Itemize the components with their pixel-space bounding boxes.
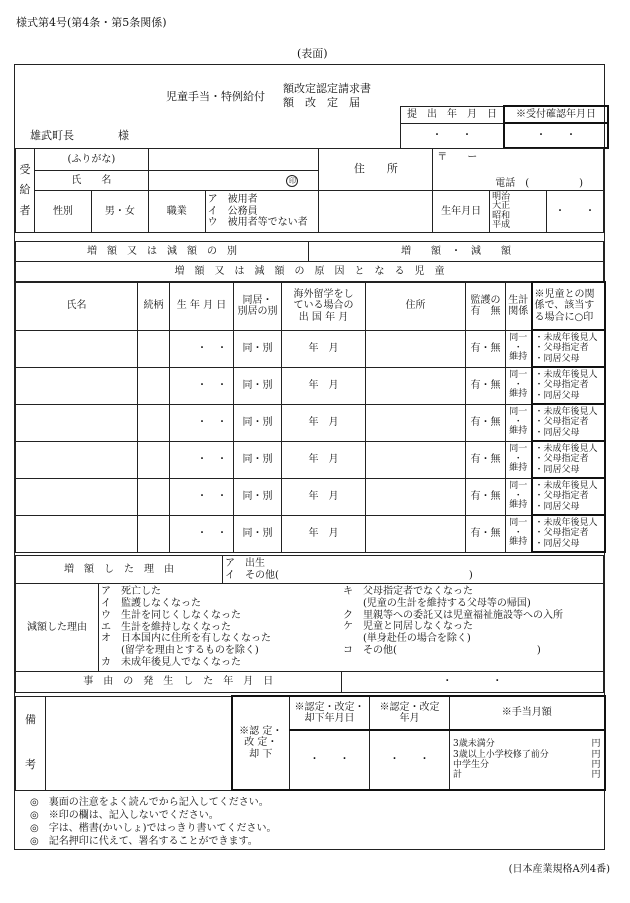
gender-field[interactable]: 男・女 — [91, 191, 148, 233]
child-relation-field[interactable] — [138, 330, 170, 367]
footer-spec: (日本産業規格A列4番) — [508, 864, 610, 875]
child-abroad-field[interactable]: 年 月 — [282, 330, 366, 367]
era-options[interactable]: 明治 大正 昭和 平成 — [490, 191, 547, 233]
child-note-field: ・未成年後見人 ・父母指定者 ・同居父母 — [532, 330, 605, 367]
decrease-reasons-right[interactable]: キ 父母指定者でなくなった (児童の生計を維持する父母等の帰国) ク 里親等への委託又は児童福祉施設等への入所 ケ 児童と同居しなくなった (単身赴任の場合を除く) コ その他( ) — [341, 584, 604, 672]
child-birth-field[interactable]: ・ ・ — [170, 515, 234, 552]
date-table — [400, 105, 609, 149]
claimant-side-label: 受 給 者 — [16, 149, 35, 233]
addressee: 雄武町長 様 — [30, 129, 129, 142]
child-note-field: ・未成年後見人 ・父母指定者 ・同居父母 — [532, 367, 605, 404]
child-relation-field[interactable] — [138, 404, 170, 441]
child-relation-field[interactable] — [138, 441, 170, 478]
monthly-label: ※手当月額 — [450, 696, 605, 730]
remarks-label: 備 考 — [16, 696, 46, 790]
child-livelihood-field[interactable]: 同一 ・ 維持 — [506, 404, 532, 441]
side-label: (表面) — [297, 47, 328, 60]
child-birth-field[interactable]: ・ ・ — [170, 478, 234, 515]
child-relation-field[interactable] — [138, 478, 170, 515]
col-name: 氏名 — [16, 282, 138, 330]
child-relation-field[interactable] — [138, 515, 170, 552]
children-header-row — [16, 282, 605, 330]
child-name-field[interactable] — [16, 330, 138, 367]
col-address: 住所 — [366, 282, 466, 330]
form-number: 様式第4号(第4条・第5条関係) — [16, 16, 167, 29]
claimant-table — [15, 148, 604, 233]
child-birth-field[interactable]: ・ ・ — [170, 441, 234, 478]
col-livelihood: 生計 関係 — [506, 282, 532, 330]
child-note-field: ・未成年後見人 ・父母指定者 ・同居父母 — [532, 515, 605, 552]
cert-label: ※認 定・ 改 定・ 却 下 — [232, 696, 290, 790]
event-date-field[interactable]: ・ ・ — [341, 672, 604, 693]
child-name-field[interactable] — [16, 367, 138, 404]
birth-field[interactable]: ・ ・ — [547, 191, 604, 233]
child-name-field[interactable] — [16, 404, 138, 441]
inc-dec-label: 増 額 又 は 減 額 の 別 — [16, 242, 309, 262]
child-address-field[interactable] — [366, 330, 466, 367]
notes — [30, 796, 277, 848]
cert-month-label: ※認定・改定 年月 — [370, 696, 450, 730]
job-options[interactable]: ア 被用者 イ 公務員 ウ 被用者等でない者 — [205, 191, 319, 233]
child-livelihood-field[interactable]: 同一 ・ 維持 — [506, 330, 532, 367]
child-row — [16, 478, 605, 515]
furigana-label: (ふりがな) — [35, 149, 149, 171]
child-livelihood-field[interactable]: 同一 ・ 維持 — [506, 515, 532, 552]
cert-table — [15, 695, 606, 791]
note-2: ◎ ※印の欄は、記入しないでください。 — [30, 810, 219, 821]
child-cohabit-field[interactable]: 同・別 — [234, 367, 282, 404]
furigana-field[interactable] — [148, 149, 319, 171]
job-label: 職業 — [148, 191, 205, 233]
child-row — [16, 404, 605, 441]
inc-dec-value[interactable]: 増 額 ・ 減 額 — [309, 242, 604, 262]
monthly-row-junior-high: 中学生分 円 — [453, 760, 601, 770]
child-address-field[interactable] — [366, 515, 466, 552]
title-line1: 額改定認定請求書 — [283, 82, 371, 95]
child-address-field[interactable] — [366, 441, 466, 478]
event-date-label: 事 由 の 発 生 し た 年 月 日 — [16, 672, 342, 693]
child-abroad-field[interactable]: 年 月 — [282, 404, 366, 441]
monthly-row-elementary: 3歳以上小学校修了前分 円 — [453, 749, 601, 760]
col-custody: 監護の 有 無 — [466, 282, 506, 330]
title-left: 児童手当・特例給付 — [166, 90, 265, 103]
title-line2: 額 改 定 届 — [283, 96, 360, 109]
child-address-field[interactable] — [366, 404, 466, 441]
remarks-field[interactable] — [46, 696, 232, 790]
postal-code: 〒 ー — [437, 152, 478, 163]
address-label: 住 所 — [319, 149, 433, 191]
note-1: ◎ 裏面の注意をよく読んでから記入してください。 — [30, 797, 269, 808]
child-cohabit-field[interactable]: 同・別 — [234, 441, 282, 478]
monthly-row-under3: 3歳未満分 円 — [453, 739, 601, 750]
child-custody-field[interactable]: 有・無 — [466, 515, 506, 552]
cert-date-label: ※認定・改定・ 却下年月日 — [290, 696, 370, 730]
cert-date-field: ・ ・ — [290, 730, 370, 790]
child-note-field: ・未成年後見人 ・父母指定者 ・同居父母 — [532, 441, 605, 478]
child-row — [16, 441, 605, 478]
child-custody-field[interactable]: 有・無 — [466, 441, 506, 478]
child-abroad-field[interactable]: 年 月 — [282, 478, 366, 515]
monthly-row-total: 計 円 — [453, 770, 601, 781]
child-custody-field[interactable]: 有・無 — [466, 367, 506, 404]
child-row — [16, 515, 605, 552]
monthly-amounts — [450, 730, 605, 790]
name-label: 氏 名 — [35, 171, 149, 191]
inc-dec-table — [15, 241, 604, 282]
seal-mark: 印 — [286, 175, 298, 187]
children-table — [15, 281, 606, 553]
reasons-table — [15, 555, 604, 584]
col-relation: 続柄 — [138, 282, 170, 330]
gender-label: 性別 — [35, 191, 92, 233]
decrease-reasons-left[interactable]: ア 死亡した イ 監護しなくなった ウ 生計を同じくしなくなった エ 生計を維持しなくなった オ 日本国内に住所を有しなくなった (留学を理由とするものを除く) カ 未成年後見人でなくなった — [99, 584, 342, 672]
increase-reasons[interactable]: ア 出生 イ その他( ) — [223, 556, 604, 584]
child-relation-field[interactable] — [138, 367, 170, 404]
cert-month-field: ・ ・ — [370, 730, 450, 790]
child-cohabit-field[interactable]: 同・別 — [234, 478, 282, 515]
receipt-date-label: ※受付確認年月日 — [504, 106, 608, 123]
child-abroad-field[interactable]: 年 月 — [282, 441, 366, 478]
note-4: ◎ 記名押印に代えて、署名することができます。 — [30, 836, 258, 847]
submit-date-label: 提 出 年 月 日 — [401, 106, 505, 123]
child-cohabit-field[interactable]: 同・別 — [234, 404, 282, 441]
child-abroad-field[interactable]: 年 月 — [282, 515, 366, 552]
child-livelihood-field[interactable]: 同一 ・ 維持 — [506, 441, 532, 478]
decrease-table — [15, 583, 604, 693]
child-note-field: ・未成年後見人 ・父母指定者 ・同居父母 — [532, 478, 605, 515]
col-note: ※児童との関 係で、該当す る場合に○印 — [532, 282, 605, 330]
receipt-date-field: ・ ・ — [504, 123, 608, 148]
child-name-field[interactable] — [16, 478, 138, 515]
phone: 電話 ( ) — [495, 177, 584, 189]
child-birth-field[interactable]: ・ ・ — [170, 330, 234, 367]
child-livelihood-field[interactable]: 同一 ・ 維持 — [506, 478, 532, 515]
child-custody-field[interactable]: 有・無 — [466, 478, 506, 515]
increase-reason-label: 増 額 し た 理 由 — [16, 556, 223, 584]
child-abroad-field[interactable]: 年 月 — [282, 367, 366, 404]
child-name-field[interactable] — [16, 515, 138, 552]
note-3: ◎ 字は、楷書(かいしょ)ではっきり書いてください。 — [30, 823, 277, 834]
child-birth-field[interactable]: ・ ・ — [170, 404, 234, 441]
address-field[interactable] — [433, 149, 604, 191]
col-cohabit: 同居・ 別居の別 — [234, 282, 282, 330]
child-name-field[interactable] — [16, 441, 138, 478]
child-row — [16, 330, 605, 367]
child-address-field[interactable] — [366, 367, 466, 404]
child-row — [16, 367, 605, 404]
col-birth: 生 年 月 日 — [170, 282, 234, 330]
birth-label: 生年月日 — [433, 191, 490, 233]
child-address-field[interactable] — [366, 478, 466, 515]
child-cohabit-field[interactable]: 同・別 — [234, 330, 282, 367]
child-cohabit-field[interactable]: 同・別 — [234, 515, 282, 552]
child-livelihood-field[interactable]: 同一 ・ 維持 — [506, 367, 532, 404]
col-abroad: 海外留学をし ている場合の 出 国 年 月 — [282, 282, 366, 330]
submit-date-field[interactable]: ・ ・ — [401, 123, 505, 148]
child-note-field: ・未成年後見人 ・父母指定者 ・同居父母 — [532, 404, 605, 441]
child-birth-field[interactable]: ・ ・ — [170, 367, 234, 404]
children-header: 増 額 又 は 減 額 の 原 因 と な る 児 童 — [16, 262, 604, 282]
child-custody-field[interactable]: 有・無 — [466, 404, 506, 441]
child-custody-field[interactable]: 有・無 — [466, 330, 506, 367]
decrease-reason-label: 減額した理由 — [16, 584, 99, 672]
name-field[interactable] — [148, 171, 319, 191]
